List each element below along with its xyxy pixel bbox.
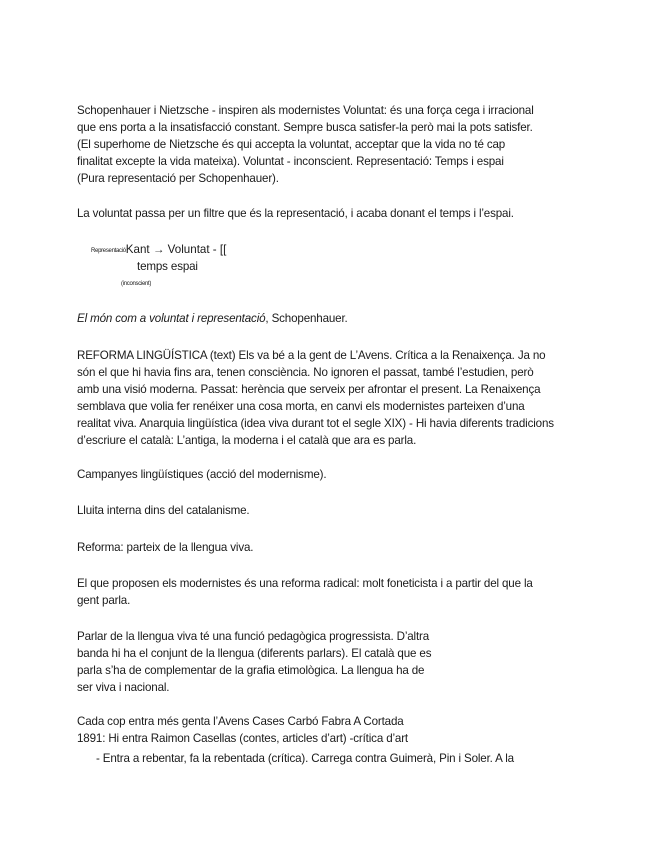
paragraph-1-line-2: que ens porta a la insatisfacció constant. Sempre busca satisfer-la però mai la pots satisfer.: [77, 121, 533, 134]
paragraph-9-line-2: banda hi ha el conjunt de la llengua (diferents parlars). El català que es: [77, 647, 432, 660]
diagram-line-2: temps espai: [137, 260, 198, 273]
citation-line: [77, 310, 348, 327]
paragraph-11-bullet: - Entra a rebentar, fa la rebentada (crítica). Carrega contra Guimerà, Pin i Soler. A la: [96, 752, 514, 765]
paragraph-5: Campanyes lingüístiques (acció del modernisme).: [77, 468, 327, 481]
paragraph-9-line-1: Parlar de la llengua viva té una funció pedagògica progressista. D’altra: [77, 630, 430, 643]
paragraph-4-line-2: són el que hi havia fins ara, tenen consciència. No ignoren el passat, també l’estudien, però: [77, 366, 534, 379]
kant-voluntat: Kant → Voluntat - [[: [125, 243, 227, 256]
paragraph-1-line-3: (El superhome de Nietzsche és qui accepta la voluntat, acceptar que la vida no té cap: [77, 138, 506, 151]
paragraph-2: La voluntat passa per un filtre que és la representació, i acaba donant el temps i l’espai.: [77, 207, 514, 220]
paragraph-6: Lluita interna dins del catalanisme.: [77, 504, 250, 517]
paragraph-4-line-1: REFORMA LINGÜÍSTICA (text) Els va bé a la gent de L’Avens. Crítica a la Renaixença. Ja no: [77, 349, 546, 362]
paragraph-10-line-1: Cada cop entra més genta l’Avens Cases Carbó Fabra A Cortada: [77, 715, 404, 728]
paragraph-4-line-6: d’escriure el català: L’antiga, la moderna i el català que ara es parla.: [77, 434, 417, 447]
paragraph-8-line-2: gent parla.: [77, 594, 131, 607]
paragraph-1-line-1: Schopenhauer i Nietzsche - inspiren als modernistes Voluntat: és una força cega i irracional: [77, 104, 534, 117]
paragraph-8-line-1: El que proposen els modernistes és una reforma radical: molt foneticista i a partir del que la: [77, 577, 533, 590]
representacio-label: Representació: [91, 248, 126, 254]
paragraph-9-line-4: ser viva i nacional.: [77, 681, 170, 694]
paragraph-10-line-2: 1891: Hi entra Raimon Casellas (contes, articles d’art) -crítica d’art: [77, 732, 409, 745]
paragraph-4-line-5: realitat viva. Anarquia lingüística (idea viva durant tot el segle XIX) - Hi havia diferents tradicions: [77, 417, 554, 430]
book-author: , Schopenhauer.: [265, 312, 348, 325]
book-title: El món com a voluntat i representació: [77, 312, 266, 325]
inconscient-label: (inconscient): [121, 281, 152, 287]
paragraph-1-line-4: finalitat excepte la vida mateixa). Voluntat - inconscient. Representació: Temps i espai: [77, 155, 504, 168]
paragraph-4-line-4: semblava que volia fer renéixer una cosa morta, en canvi els modernistes parteixen d’una: [77, 400, 525, 413]
paragraph-9-line-3: parla s’ha de complementar de la grafia etimològica. La llengua ha de: [77, 664, 425, 677]
paragraph-4-line-3: amb una visió moderna. Passat: herència que serveix per afrontar el present. La Renaixença: [77, 383, 541, 396]
paragraph-7: Reforma: parteix de la llengua viva.: [77, 541, 254, 554]
paragraph-1-line-5: (Pura representació per Schopenhauer).: [77, 172, 279, 185]
